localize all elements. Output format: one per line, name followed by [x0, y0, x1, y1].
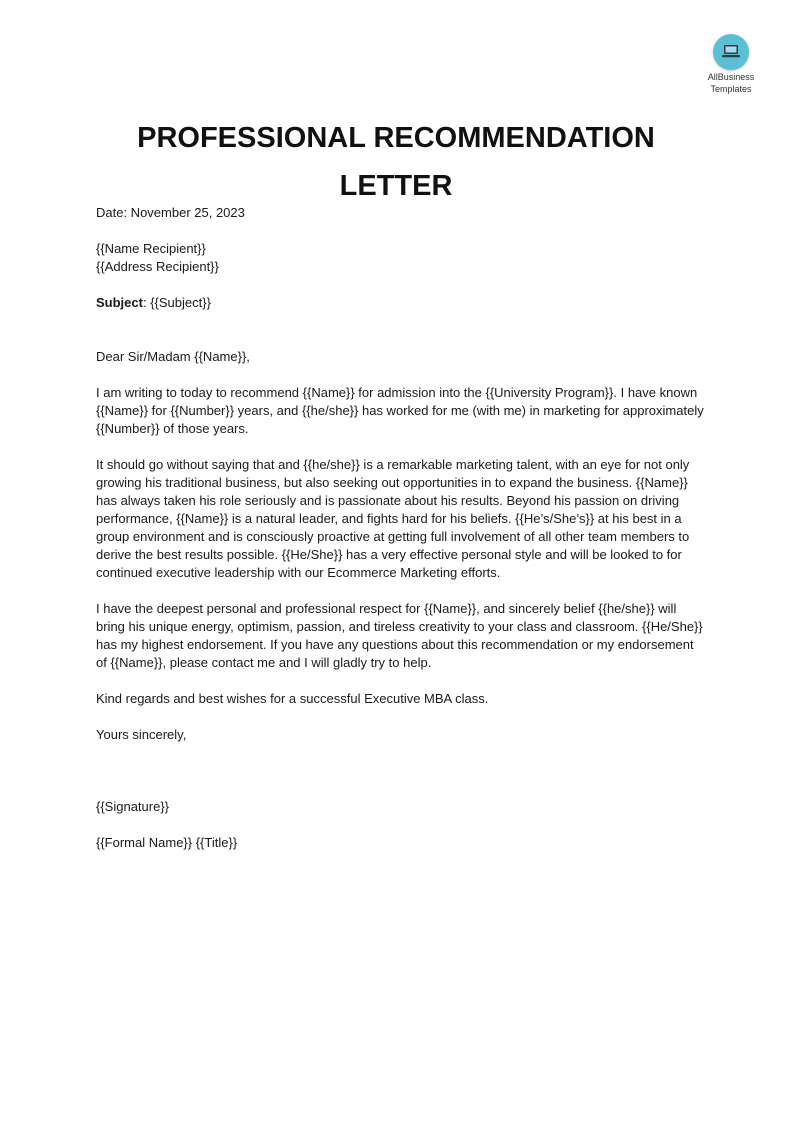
- recipient-name: {{Name Recipient}}: [96, 241, 206, 256]
- paragraph-1: I am writing to today to recommend {{Name}} for admission into the {{University Program}}. I have known {{Name}} for {{Number}} years, and {{he/she}} has worked for me (with me) in marketing for approximately {{Number}} of those years.: [96, 385, 704, 436]
- letter-title: PROFESSIONAL RECOMMENDATION LETTER: [137, 122, 655, 202]
- logo-text-line2: Templates: [710, 84, 752, 94]
- logo-text-line1: AllBusiness: [707, 72, 755, 82]
- letter-body: [96, 204, 706, 852]
- paragraph-3: I have the deepest personal and professional respect for {{Name}}, and sincerely belief {{he/she}} will bring his unique energy, optimism, passion, and tireless creativity to your class and classroom. {{He/She}} has my highest endorsement. If you have any questions about this recommendation or my endorsement of {{Name}}, please contact me and I will gladly try to help.: [96, 601, 703, 670]
- letter-date: Date: November 25, 2023: [96, 205, 245, 220]
- paragraph-2: It should go without saying that and {{he/she}} is a remarkable marketing talent, with an eye for not only growing his traditional business, but also seeking out opportunities in to expand the business. {{Name}} has always taken his role seriously and is passionate about his results. Beyond his passion on driving performance, {{Name}} is a natural leader, and fights hard for his beliefs. {{He’s/She’s}} at his best in a group environment and is consciously proactive at getting full involvement of all other team members to derive the best results possible. {{He/She}} has a very effective personal style and will be looked to for continued executive leadership with our Ecommerce Marketing efforts.: [96, 457, 690, 580]
- laptop-icon: [713, 34, 749, 70]
- closing: Yours sincerely,: [96, 727, 187, 742]
- subject-line: [96, 294, 706, 312]
- subject-value: : {{Subject}}: [142, 295, 211, 310]
- formal-name-title: {{Formal Name}} {{Title}}: [96, 835, 238, 850]
- recipient-address: {{Address Recipient}}: [96, 259, 219, 274]
- signature: {{Signature}}: [96, 799, 170, 814]
- paragraph-4: Kind regards and best wishes for a successful Executive MBA class.: [96, 691, 489, 706]
- subject-label: Subject: [96, 295, 143, 310]
- allbusiness-templates-logo: [695, 34, 767, 94]
- salutation: Dear Sir/Madam {{Name}},: [96, 349, 250, 364]
